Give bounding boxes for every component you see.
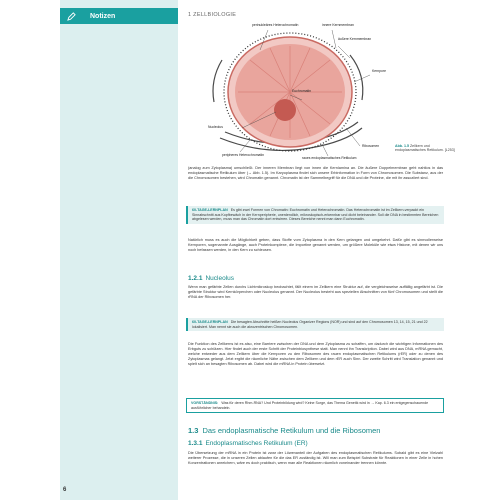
section-1-3-1-heading — [188, 440, 308, 447]
paragraph-4: Die Funktion des Zellkerns ist es also, eine Barriere zwischen der DNA und dem Zytoplasma zu schaffen, um dadurch die wichtigen Informationen des Erbguts zu schützen. Hier findet auch der erste Schritt der Proteinbiosynthese statt. Man nennt ihn Transkription. Dabei wird aus DNA, mRNA gemacht, welche entweder aus dem Zellkern über die Kernporen zu den Ribosomen des rauen endoplasmatischen Retikulums (rER) oder zu denen des Zytoplasmas gelangt. Jetzt ergibt die räumliche Nähe zwischen dem Zellkern und dem rER auch Sinn. Der zweite Schritt wird Translation genannt und spielt sich an besagten Ribosomen ab. Dabei wird die mRNA in Protein übersetzt. — [188, 342, 443, 367]
box-2-text: Die besagten Abschnitte heißen Nucleolus Organizer Regions (NOR) und sind auf den Chromosomen 13, 14, 15, 21 und 22 lokalisiert. Man nennt sie auch die akrozentrischen Chromosomen. — [192, 320, 428, 329]
label-ribosomes: Ribosomen — [362, 144, 380, 148]
label-nucleolus: Nucleolus — [208, 125, 223, 129]
label-outer-membrane: äußere Kernmembran — [338, 37, 372, 41]
label-peripheral: peripheres Heterochromatin — [222, 153, 265, 157]
paragraph-5: Die Übersetzung der mRNA in ein Protein ist zwar der Löwenanteil der Aufgaben des endoplasmatischen Retikulums. Sobald gibt es eine Vielzahl weiterer Prozesse, die in unseren Zellen ablaufen für die das ER zuständig ist. Will man zum Beispiel Substrate für Reaktionen in einer Zelle in hohen Konzentrationen anreichern, wäre es doch praktisch, wenn man alle Reaktionen räumlich voneinander trennen könnte. — [188, 451, 443, 466]
figure-caption-text: Zellkern und endoplasmatisches Retikulum. [L253] — [395, 144, 455, 153]
notes-label: Notizen — [90, 12, 116, 20]
box-1-tag: 60-TAGE-LERNPLAN — [192, 208, 228, 212]
box-3-tag: VORSTÄNDNIS: — [191, 401, 219, 405]
box-2-tag: 60-TAGE-LERNPLAN — [192, 320, 228, 324]
section-1-3-heading — [188, 426, 380, 435]
section-1-2-1-heading — [188, 275, 234, 282]
label-nuclear-pore: Kernpore — [372, 69, 386, 73]
label-rough-er: raues endoplasmatisches Retikulum — [302, 156, 357, 160]
label-inner-membrane: innere Kernmembran — [322, 23, 354, 27]
box-3-text: Was für deren Rhm-RNA? Und Proteinbildung wird? Keine Sorge, das Thema Genetik wird in → Kap. 6.3 ein entgegenschauende ausführlicher behandeln. — [191, 401, 429, 410]
paragraph-3: Wenn man gefärbte Zellen durchs Lichtmikroskop beobachtet, fällt einem im Zellkern eine Struktur auf, die vergleichsweise auffällig angefärbt ist. Die gefärbte Struktur wird Kernkörperchen oder Nucleolus genannt. Der Nucleolus besteht aus speziellen Abschnitten von fünf Chromosomen und stellt die rRNA der Ribosomen her. — [188, 285, 443, 300]
nucleolus-shape — [274, 99, 296, 121]
section-1-3-1-number: 1.3.1 — [188, 440, 203, 447]
paragraph-2: Natürlich muss es auch die Möglichkeit geben, dass Stoffe vom Zytoplasma in den Kern gelangen und umgekehrt. Dafür gibt es sinnvollerweise Kernporen, sogenannte Ausgänge, auch Proteinkomplexe, die Importine genannt werden, um größere Moleküle wie etwa Histone, mit denen wir uns noch befassen werden, in den Kern zu schleusen. — [188, 238, 443, 253]
section-1-2-1-title: Nucleolus — [205, 275, 235, 282]
nucleus-figure — [190, 20, 440, 160]
section-1-3-title: Das endoplasmatische Retikulum und die Ribosomen — [202, 426, 381, 435]
section-1-3-1-title: Endoplasmatisches Retikulum (ER) — [205, 440, 308, 447]
learning-plan-box-1 — [186, 206, 444, 224]
label-perinuclear: perinukleäres Heterochromatin — [252, 23, 299, 27]
page-number: 6 — [63, 487, 67, 493]
notes-header — [60, 8, 178, 24]
section-1-3-number: 1.3 — [188, 426, 199, 435]
pencil-icon — [66, 11, 76, 21]
figure-caption — [395, 144, 455, 153]
nucleus-diagram — [190, 20, 440, 160]
understanding-box — [186, 398, 444, 413]
notes-column — [60, 0, 178, 500]
chapter-heading: 1 ZELLBIOLOGIE — [188, 12, 237, 18]
box-1-text: Es gibt zwei Formen von Chromatin: Euchromatin und Heterochromatin. Das Heterochromatin ist im Zellkern-verpackt ein Sinnabschnitt aus Kopfbewäch in der Kernperipherie, unerdendlich, mikroskopisch-erkennbar und dicht beieinander. Soll die DNA in bestimmten Bereichen abgelesen werden, muss man das Chromatin dort entwirren. Dieses Bereiche nennt man dann Euchromatin. — [192, 208, 439, 222]
learning-plan-box-2 — [186, 318, 444, 331]
paragraph-1: (analog zum Zytoplasma) umschließt. Der inneren Membran liegt von innen die Kernlamina an. Die äußere Doppelmembran geht nahtlos in das endoplasmatische Retikulum über (→ Abb. 1.5). Im Karyoplasma findet sich unsere Erbinformation in Form von Chromosomen. Die Substanz, aus der die Chromosomen bestehen, wird Chromatin genannt. Chromatin ist der Sammelbegriff für die DNA und die Proteine, die mit ihr assoziiert sind. — [188, 166, 443, 181]
figure-caption-number: Abb. 1.5 — [395, 144, 409, 148]
label-euchromatin: Euchromatin — [292, 89, 312, 93]
section-1-2-1-number: 1.2.1 — [188, 275, 203, 282]
